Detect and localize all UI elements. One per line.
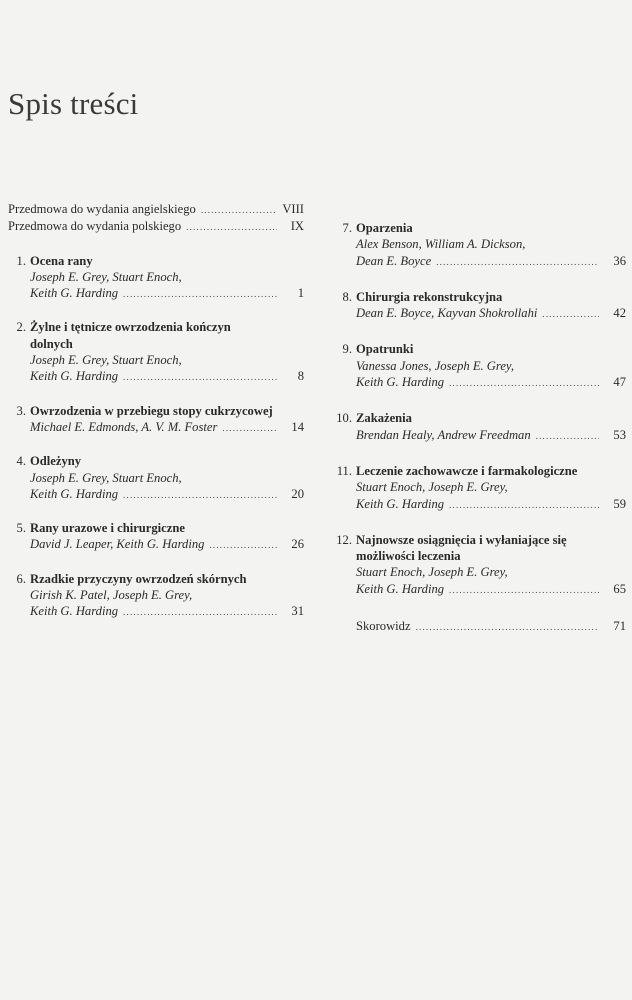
toc-row-with-page xyxy=(30,603,304,620)
chapter-authors: Stuart Enoch, Joseph E. Grey, xyxy=(356,565,508,580)
chapter-title: Oparzenia xyxy=(356,221,413,235)
dot-leader xyxy=(416,619,599,635)
chapter-authors: Keith G. Harding xyxy=(30,369,119,384)
toc-entry-front-matter[interactable] xyxy=(8,218,304,235)
entry-label: Skorowidz xyxy=(356,619,411,634)
dot-leader xyxy=(449,375,599,391)
chapter-number: 8. xyxy=(342,289,352,304)
toc-row-with-page xyxy=(356,305,626,322)
chapter-authors: Keith G. Harding xyxy=(30,486,119,501)
chapter-number: 1. xyxy=(16,253,26,268)
toc-entry[interactable] xyxy=(334,532,626,598)
chapter-authors: Alex Benson, William A. Dickson, xyxy=(356,237,526,252)
chapter-authors: Keith G. Harding xyxy=(30,286,119,301)
page-number: 59 xyxy=(613,496,626,511)
chapter-title: Najnowsze osiągnięcia i wyłaniające się xyxy=(356,532,567,547)
dot-leader xyxy=(449,497,599,513)
chapter-number: 3. xyxy=(16,403,26,418)
dot-leader xyxy=(542,306,599,322)
chapter-title: Ocena rany xyxy=(30,253,93,268)
chapter-authors: Dean E. Boyce xyxy=(356,253,432,268)
chapter-title: możliwości leczenia xyxy=(356,549,461,564)
chapter-authors: Girish K. Patel, Joseph E. Grey, xyxy=(30,588,193,603)
toc-row-with-page xyxy=(30,536,304,553)
toc-left-column xyxy=(8,201,304,621)
toc-entry[interactable] xyxy=(8,453,304,503)
toc-row-with-page xyxy=(30,419,304,436)
page-number: VIII xyxy=(282,202,304,216)
chapter-authors: Brendan Healy, Andrew Freedman xyxy=(356,427,531,442)
toc-entry-front-matter[interactable] xyxy=(334,618,626,635)
page-number: 26 xyxy=(291,537,304,552)
toc-entry[interactable] xyxy=(8,520,304,554)
page-number: 65 xyxy=(613,581,626,596)
toc-entry[interactable] xyxy=(8,253,304,303)
page-number: 47 xyxy=(613,375,626,390)
chapter-authors: Stuart Enoch, Joseph E. Grey, xyxy=(356,480,508,495)
toc-row-with-page xyxy=(356,496,626,513)
page-number: 53 xyxy=(613,427,626,442)
chapter-title: Odleżyny xyxy=(30,454,82,469)
page-number: 1 xyxy=(297,286,304,301)
chapter-number: 4. xyxy=(16,454,26,469)
toc-entry[interactable] xyxy=(334,463,626,513)
toc-row-with-page xyxy=(356,427,626,444)
dot-leader xyxy=(436,254,599,270)
dot-leader xyxy=(209,537,277,553)
toc-entry[interactable] xyxy=(334,410,626,444)
dot-leader xyxy=(222,420,277,436)
chapter-authors: Keith G. Harding xyxy=(356,581,445,596)
toc-entry-front-matter[interactable] xyxy=(8,201,304,218)
dot-leader xyxy=(201,202,277,218)
chapter-authors: Vanessa Jones, Joseph E. Grey, xyxy=(356,358,514,373)
chapter-title: Rany urazowe i chirurgiczne xyxy=(30,521,185,536)
toc-entry[interactable] xyxy=(8,571,304,621)
toc-row-with-page xyxy=(8,218,304,235)
chapter-authors: Michael E. Edmonds, A. V. M. Foster xyxy=(30,419,218,434)
toc-row-with-page xyxy=(30,285,304,302)
chapter-number: 10. xyxy=(336,411,352,426)
dot-leader xyxy=(123,604,277,620)
chapter-authors: Dean E. Boyce, Kayvan Shokrollahi xyxy=(356,306,538,321)
chapter-authors: Joseph E. Grey, Stuart Enoch, xyxy=(30,470,182,485)
chapter-title: dolnych xyxy=(30,336,73,351)
toc-row-with-page xyxy=(30,368,304,385)
chapter-authors: Joseph E. Grey, Stuart Enoch, xyxy=(30,353,182,368)
chapter-number: 5. xyxy=(16,521,26,536)
dot-leader xyxy=(123,369,277,385)
page-number: 36 xyxy=(613,253,626,268)
dot-leader xyxy=(123,487,277,503)
dot-leader xyxy=(536,428,599,444)
page-number: 20 xyxy=(291,486,304,501)
chapter-number: 2. xyxy=(16,320,26,335)
chapter-title: Leczenie zachowawcze i farmakologiczne xyxy=(356,463,578,478)
toc-row-with-page xyxy=(356,253,626,270)
toc-right-column xyxy=(334,201,626,635)
toc-entry[interactable] xyxy=(8,403,304,437)
chapter-authors: Joseph E. Grey, Stuart Enoch, xyxy=(30,269,182,284)
dot-leader xyxy=(186,219,277,235)
chapter-number: 7. xyxy=(342,221,352,235)
chapter-authors: Keith G. Harding xyxy=(30,604,119,619)
page-number: 14 xyxy=(291,419,304,434)
dot-leader xyxy=(449,582,599,598)
page-number: 31 xyxy=(291,604,304,619)
page-number: 42 xyxy=(613,306,626,321)
chapter-title: Owrzodzenia w przebiegu stopy cukrzycowej xyxy=(30,403,273,418)
chapter-authors: Keith G. Harding xyxy=(356,496,445,511)
page-title: Spis treści xyxy=(8,86,139,121)
toc-entry[interactable] xyxy=(8,319,304,385)
toc-entry[interactable] xyxy=(334,341,626,391)
chapter-title: Chirurgia rekonstrukcyjna xyxy=(356,289,503,304)
chapter-authors: David J. Leaper, Keith G. Harding xyxy=(30,537,205,552)
dot-leader xyxy=(123,286,277,302)
chapter-title: Żylne i tętnicze owrzodzenia kończyn xyxy=(30,320,231,335)
chapter-number: 11. xyxy=(336,463,352,478)
chapter-title: Zakażenia xyxy=(356,411,412,426)
toc-entry[interactable] xyxy=(334,220,626,270)
chapter-authors: Keith G. Harding xyxy=(356,375,445,390)
chapter-number: 12. xyxy=(336,532,352,547)
chapter-title: Rzadkie przyczyny owrzodzeń skórnych xyxy=(30,571,247,586)
toc-row-with-page xyxy=(8,201,304,218)
toc-row-with-page xyxy=(356,581,626,598)
page-number: 71 xyxy=(613,619,626,634)
page-number: 8 xyxy=(297,369,304,384)
toc-row-with-page xyxy=(356,374,626,391)
entry-label: Przedmowa do wydania polskiego xyxy=(8,219,182,234)
page-number: IX xyxy=(290,219,304,234)
chapter-title: Opatrunki xyxy=(356,342,414,357)
toc-row-with-page xyxy=(356,618,626,635)
chapter-number: 9. xyxy=(342,342,352,357)
toc-row-with-page xyxy=(30,486,304,503)
chapter-number: 6. xyxy=(16,571,26,586)
entry-label: Przedmowa do wydania angielskiego xyxy=(8,202,196,216)
toc-entry[interactable] xyxy=(334,289,626,323)
